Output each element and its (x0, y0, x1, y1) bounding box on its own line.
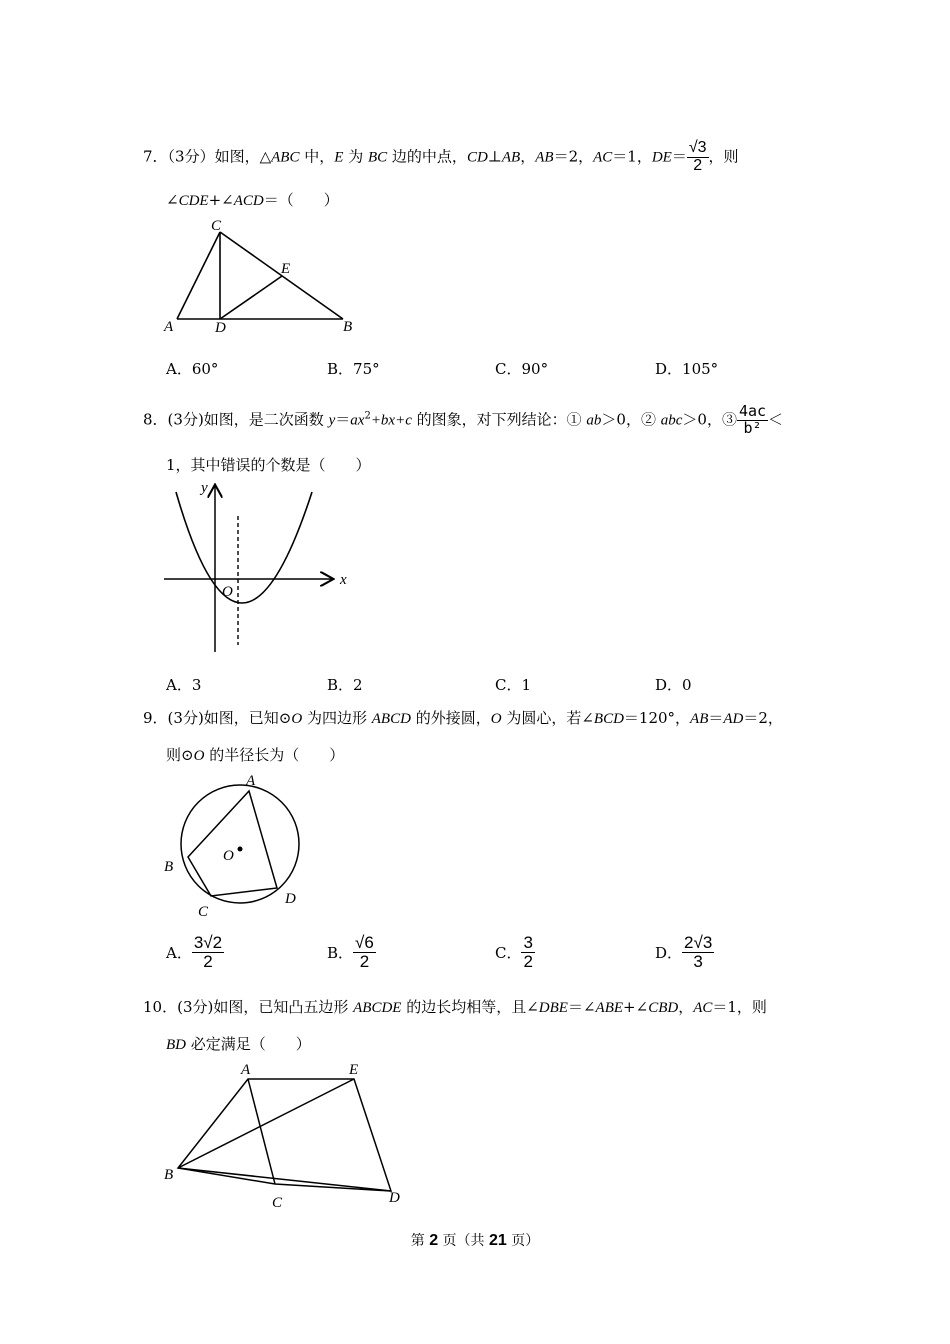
q9-option-d: D． $\frac{2√3}{3}$ (655, 933, 713, 971)
q9-label-c: C (198, 904, 209, 920)
q9-option-a: A． $\frac{3√2}{2}$ (166, 933, 223, 971)
q7-option-a: A．60° (166, 360, 219, 378)
q7-label-e: E (281, 261, 291, 277)
q10-label-a: A (241, 1062, 251, 1078)
q8-option-c: C．1 (495, 676, 532, 694)
q10-line2: BD 必定满足（ ） (166, 1035, 311, 1053)
q7-option-d: D．105° (655, 360, 719, 378)
q10-pentagon (178, 1079, 391, 1191)
q7-option-b: B．75° (327, 360, 380, 378)
q7-triangle-figure (160, 215, 360, 340)
q8-parabola-curve (176, 492, 312, 603)
current-page-number: 2 (429, 1232, 439, 1249)
q7-line2: ∠CDE+∠ACD＝（ ） (166, 191, 339, 209)
q7-label-c: C (211, 218, 222, 234)
q10-pentagon-figure (160, 1058, 420, 1211)
q8-parabola-figure (160, 480, 360, 660)
q8-fraction: $\frac{4ac}{\text{b²}}$ (738, 402, 767, 437)
q9-quadrilateral (188, 791, 277, 896)
q9-option-b: B． $\frac{√6}{2}$ (327, 933, 374, 971)
q10-label-e: E (349, 1062, 359, 1078)
q8-option-a: A．3 (166, 676, 202, 694)
q9-line1: 9．(3分)如图，已知⊙O 为四边形 ABCD 的外接圆，O 为圆心，若∠BCD＝120°，AB＝AD＝2， (143, 709, 783, 727)
q10-number: 10． (143, 998, 178, 1016)
q9-line2: 则⊙O 的半径长为（ ） (166, 746, 345, 764)
q7-label-b: B (343, 319, 353, 335)
q8-line1: 8．(3分)如图，是二次函数 $y=ax^2+bx+c$ 的图象，对下列结论：① ab＞0，② abc＞0，③ $\frac{4ac}{\text{b²}}$ ＜ (143, 402, 784, 437)
q9-number: 9． (143, 709, 168, 727)
q9-label-o: O (223, 848, 234, 864)
q9-option-c: C． $\frac{3}{2}$ (495, 933, 533, 971)
q10-label-c: C (272, 1195, 283, 1211)
q9-label-a: A (246, 773, 256, 789)
q8-option-d: D．0 (655, 676, 692, 694)
q10-diagonal-bd (178, 1168, 391, 1191)
q8-axis-label-x: x (340, 572, 347, 588)
q7-number: 7． (143, 147, 168, 166)
q7-option-c: C．90° (495, 360, 549, 378)
page-footer: 第 2 页（共 21 页） (410, 1232, 540, 1249)
q8-axis-label-y: y (201, 480, 208, 496)
q10-label-d: D (389, 1190, 400, 1206)
total-page-count: 21 (489, 1232, 507, 1249)
q7-label-a: A (164, 319, 174, 335)
q8-line2: 1，其中错误的个数是（ ） (166, 456, 371, 474)
q7-segment-de (220, 276, 282, 319)
q10-diagonal-ac (248, 1079, 275, 1184)
q9-label-d: D (285, 891, 296, 907)
q8-number: 8． (143, 410, 168, 429)
q7-fraction: $\frac{√3}{2}$ (688, 139, 707, 174)
q7-label-d: D (215, 320, 226, 336)
q8-option-b: B．2 (327, 676, 363, 694)
q10-line1: 10．(3分)如图，已知凸五边形 ABCDE 的边长均相等，且∠DBE＝∠ABE+∠CBD，AC＝1，则 (143, 998, 767, 1016)
q9-center-dot (238, 847, 243, 852)
q9-label-b: B (164, 859, 174, 875)
q7-line1: 7．（3分）如图，△ABC 中，E 为 BC 边的中点，CD⊥AB，AB＝2，AC＝1，DE＝ $\frac{√3}{2}$ ，则 (143, 139, 739, 174)
q9-circle-figure (160, 770, 320, 920)
q10-label-b: B (164, 1167, 174, 1183)
q7-segment-ac (177, 232, 220, 319)
q9-circumcircle (181, 785, 299, 903)
q8-origin-label: O (222, 584, 233, 600)
q10-diagonal-be (178, 1079, 354, 1168)
